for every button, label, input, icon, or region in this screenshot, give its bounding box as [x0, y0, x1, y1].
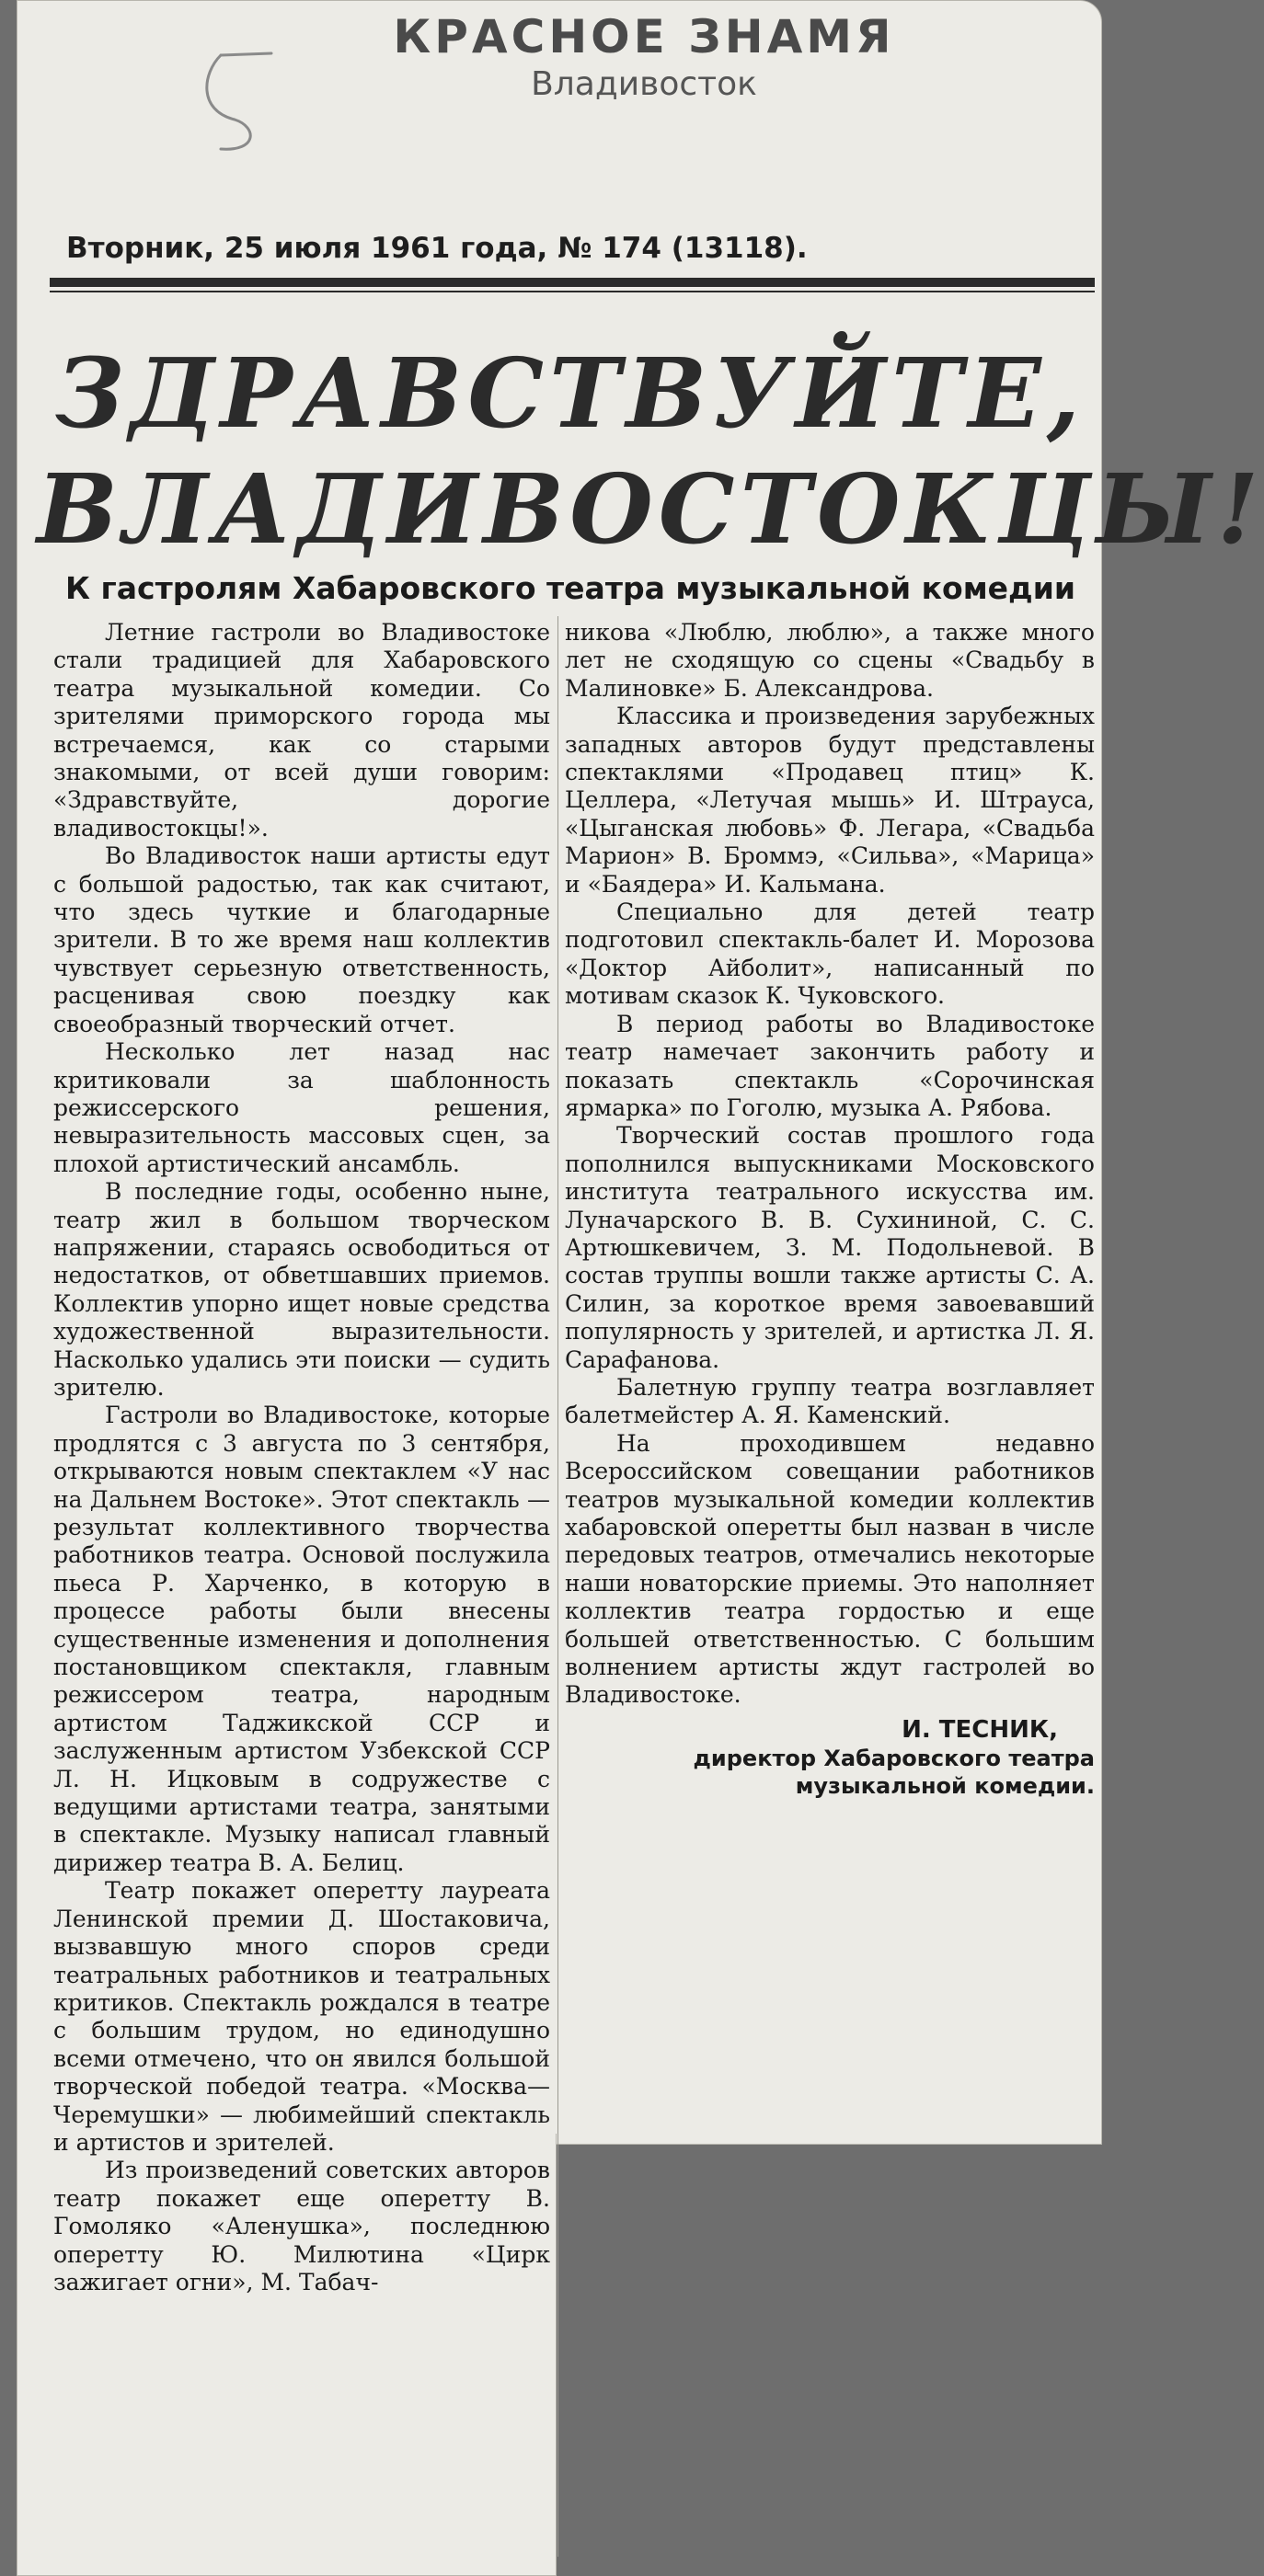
paragraph: Летние гастроли во Владивостоке стали традицией для Хабаровского театра музыкальной комедии. Со зрителями приморского города мы встречаемся, как со старыми знакомыми, от всей души говорим: «Здравствуйте, дорогие владивостокцы!».	[53, 619, 550, 841]
headline-line-1: ЗДРАВСТВУЙТЕ,	[55, 337, 1086, 450]
paragraph: Театр покажет оперетту лауреата Ленинской премии Д. Шостаковича, вызвавшую много споров среди театральных работников и театральных критиков. Спектакль рождался в театре с большим трудом, но единодушно всеми отмечено, что он явился большой творческой победой театра. «Москва—Черемушки» — любимейший спектакль и артистов и зрителей.	[53, 1877, 550, 2156]
paragraph: В период работы во Владивостоке театр намечает закончить работу и показать спектакль «Сорочинская ярмарка» по Гоголю, музыка А. Рябова.	[565, 1010, 1095, 1121]
paragraph: Классика и произведения зарубежных западных авторов будут представлены спектаклями «Продавец птиц» К. Целлера, «Летучая мышь» И. Штрауса, «Цыганская любовь» Ф. Легара, «Свадьба Марион» В. Броммэ, «Сильва», «Марица» и «Баядера» И. Кальмана.	[565, 703, 1095, 898]
header-rule-thin	[50, 291, 1095, 292]
article-subheadline: К гастролям Хабаровского театра музыкальной комедии	[65, 570, 1075, 606]
header-rule	[50, 278, 1095, 287]
article-column-left	[53, 619, 550, 2296]
paragraph: Несколько лет назад нас критиковали за шаблонность режиссерского решения, невыразительность массовых сцен, за плохой артистический ансамбль.	[53, 1038, 550, 1177]
author-name: И. ТЕСНИК,	[902, 1715, 1058, 1744]
paragraph: В последние годы, особенно ныне, театр жил в большом творческом напряжении, стараясь освободиться от недостатков, от обветшавших приемов. Коллектив упорно ищет новые средства художественной выразительности. Насколько удались эти поиски — судить зрителю.	[53, 1178, 550, 1401]
handwritten-mark-icon	[184, 46, 294, 156]
paragraph: Творческий состав прошлого года пополнился выпускниками Московского института театрального искусства им. Луначарского В. В. Сухининой, С. С. Артюшкевичем, З. М. Подольневой. В состав труппы вошли также артисты С. А. Силин, за короткое время завоевавший популярность у зрителей, и артистка Л. Я. Сарафанова.	[565, 1122, 1095, 1373]
paragraph: Балетную группу театра возглавляет балетмейстер А. Я. Каменский.	[565, 1373, 1095, 1429]
newspaper-title: КРАСНОЕ ЗНАМЯ	[393, 10, 895, 63]
newspaper-city: Владивосток	[531, 65, 757, 103]
masthead	[331, 9, 957, 105]
paragraph: Специально для детей театр подготовил спектакль-балет И. Морозова «Доктор Айболит», написанный по мотивам сказок К. Чуковского.	[565, 899, 1095, 1010]
paragraph: Во Владивосток наши артисты едут с большой радостью, так как считают, что здесь чуткие и благодарные зрители. В то же время наш коллектив чувствует серьезную ответственность, расценивая свою поездку как своеобразный творческий отчет.	[53, 842, 550, 1037]
paragraph: никова «Люблю, люблю», а также много лет не сходящую со сцены «Свадьбу в Малиновке» Б. Александрова.	[565, 619, 1095, 702]
headline-line-2: ВЛАДИВОСТОКЦЫ!	[37, 452, 1264, 566]
issue-dateline: Вторник, 25 июля 1961 года, № 174 (13118).	[66, 232, 808, 265]
article-headline	[37, 336, 1264, 567]
author-position-line-1: директор Хабаровского театра	[693, 1745, 1095, 1771]
paragraph: Гастроли во Владивостоке, которые продлятся с 3 августа по 3 сентября, открываются новым спектаклем «У нас на Дальнем Востоке». Этот спектакль — результат коллективного творчества работников театра. Основой послужила пьеса Р. Харченко, в которую в процессе работы были внесены существенные изменения и дополнения постановщиком спектакля, главным режиссером театра, народным артистом Таджикской ССР и заслуженным артистом Узбекской ССР Л. Н. Ицковым в содружестве с ведущими артистами театра, занятыми в спектакле. Музыку написал главный дирижер театра В. А. Белиц.	[53, 1402, 550, 1876]
column-divider	[557, 616, 558, 2557]
author-signature	[565, 1715, 1095, 1800]
paragraph: Из произведений советских авторов театр покажет еще оперетту В. Гомоляко «Аленушка», последнюю оперетту Ю. Милютина «Цирк зажигает огни», М. Табач-	[53, 2157, 550, 2296]
author-position-line-2: музыкальной комедии.	[795, 1772, 1095, 1799]
article-column-right	[565, 619, 1095, 1800]
paragraph: На проходившем недавно Всероссийском совещании работников театров музыкальной комедии коллектив хабаровской оперетты был назван в числе передовых театров, отмечались некоторые наши новаторские приемы. Это наполняет коллектив театра гордостью и еще большей ответственностью. С большим волнением артисты ждут гастролей во Владивостоке.	[565, 1429, 1095, 1709]
